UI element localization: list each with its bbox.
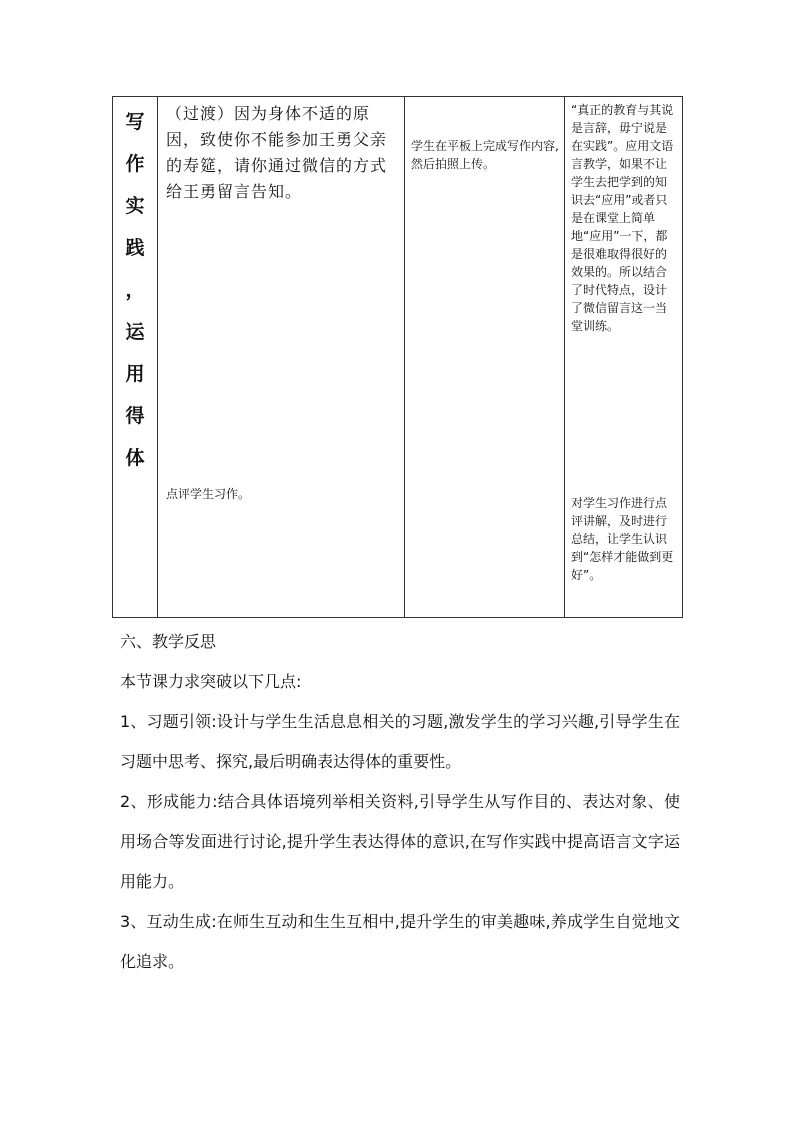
teaching-reflection [120,622,680,982]
section-title-char: 写 [125,111,145,133]
design-intent-text-2: 对学生习作进行点评讲解，及时进行总结，让学生认识到“怎样才能做到更好”。 [571,496,674,582]
section-title-char: 作 [125,153,145,175]
teacher-activity-cell [158,97,405,618]
reflection-point-3: 3、互动生成:在师生互动和生生互相中,提升学生的审美趣味,养成学生自觉地文化追求。 [120,912,680,971]
section-title-char: 实 [125,195,145,217]
section-title-char: 用 [125,363,145,385]
design-intent-text: “真正的教育与其说是言辞，毋宁说是在实践”。应用文语言教学，如果不让学生去把学到的知识去“应用”或者只是在课堂上简单地“应用”一下，都是很难取得很好的效果的。所以结合了时代特点，设计了微信留言这一当堂训练。 [571,103,674,333]
section-title-char: 践 [125,237,145,259]
section-title-char: 运 [125,321,145,343]
student-activity-text: 学生在平板上完成写作内容,然后拍照上传。 [411,139,559,171]
reflection-point-1: 1、习题引领:设计与学生生活息息相关的习题,激发学生的学习兴趣,引导学生在习题中思考、探究,最后明确表达得体的重要性。 [120,712,680,771]
section-title-cell [113,97,158,618]
table-row [113,97,683,618]
writing-task-text: （过渡）因为身体不适的原因，致使你不能参加王勇父亲的寿筵，请你通过微信的方式给王勇留言告知。 [166,104,388,201]
student-activity-cell [405,97,565,618]
section-title-char: 体 [125,447,145,469]
section-title-char: ， [125,279,145,301]
section-title [113,97,157,479]
reflection-point-2: 2、形成能力:结合具体语境列举相关资料,引导学生从写作目的、表达对象、使用场合等发面进行讨论,提升学生表达得体的意识,在写作实践中提高语言文字运用能力。 [120,792,680,891]
design-intent-cell [565,97,683,618]
section-title-char: 得 [125,405,145,427]
lesson-plan-table [112,96,683,618]
reflection-heading: 六、教学反思 [120,632,217,651]
reflection-intro: 本节课力求突破以下几点: [120,672,302,691]
review-text: 点评学生习作。 [166,487,251,501]
